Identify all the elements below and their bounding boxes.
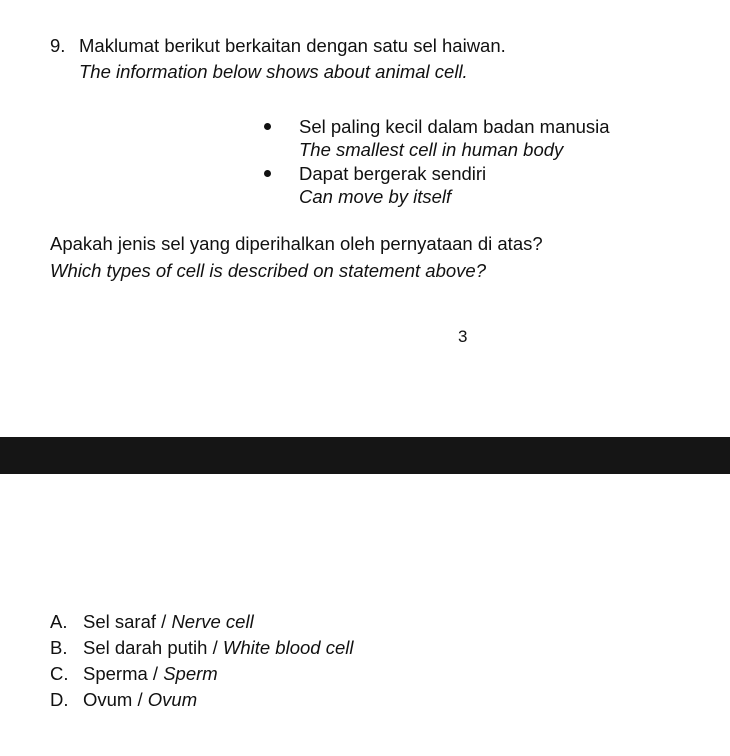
option-text-malay: Sel darah putih — [83, 637, 208, 658]
option-a[interactable] — [50, 611, 254, 633]
bullet-icon — [264, 170, 271, 177]
option-text-english: Sperm — [163, 663, 218, 684]
option-b[interactable] — [50, 637, 353, 659]
option-separator: / — [147, 663, 164, 684]
page-number: 3 — [458, 327, 468, 346]
option-separator: / — [207, 637, 223, 658]
option-text-english: Nerve cell — [171, 611, 254, 632]
option-separator: / — [132, 689, 148, 710]
statement-2-english: Can move by itself — [299, 186, 452, 207]
bullet-icon — [264, 123, 271, 130]
option-text-malay: Sel saraf — [83, 611, 157, 632]
option-letter: B. — [50, 637, 68, 658]
page-break-band — [0, 437, 730, 474]
option-text-malay: Ovum — [83, 689, 133, 710]
statement-1-english: The smallest cell in human body — [299, 139, 564, 160]
option-text-malay: Sperma — [83, 663, 148, 684]
statement-2-malay: Dapat bergerak sendiri — [299, 163, 487, 184]
option-letter: D. — [50, 689, 69, 710]
option-text-english: White blood cell — [222, 637, 354, 658]
option-separator: / — [156, 611, 172, 632]
question-number: 9. — [50, 35, 66, 56]
option-text-english: Ovum — [147, 689, 198, 710]
prompt-malay: Apakah jenis sel yang diperihalkan oleh pernyataan di atas? — [50, 233, 543, 254]
option-letter: A. — [50, 611, 68, 632]
option-c[interactable] — [50, 663, 218, 685]
option-letter: C. — [50, 663, 69, 684]
question-stem-malay: Maklumat berikut berkaitan dengan satu sel haiwan. — [79, 35, 506, 56]
prompt-english: Which types of cell is described on statement above? — [50, 260, 487, 281]
question-stem-english: The information below shows about animal cell. — [79, 61, 468, 82]
option-d[interactable] — [50, 689, 197, 711]
statement-1-malay: Sel paling kecil dalam badan manusia — [299, 116, 610, 137]
